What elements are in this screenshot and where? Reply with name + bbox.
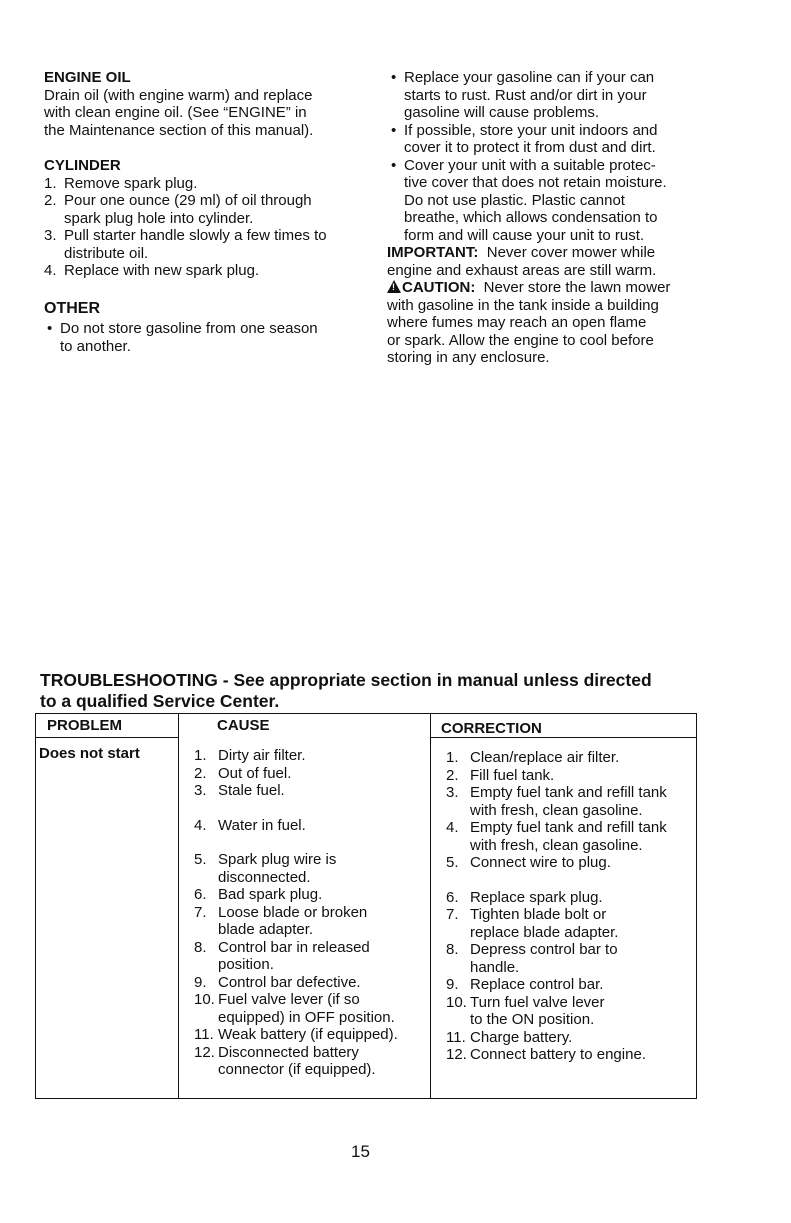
correction-item <box>446 889 696 907</box>
bullet-text: If possible, store your unit indoors and <box>404 121 658 139</box>
correction-text: Empty fuel tank and refill tank <box>470 784 667 801</box>
cause-text: Loose blade or broken <box>218 903 368 921</box>
cause-item <box>194 747 424 765</box>
engine-oil-line: Drain oil (with engine warm) and replace <box>44 86 313 104</box>
cause-item <box>194 886 424 904</box>
step-number: 4. <box>44 262 57 279</box>
cause-number: 6. <box>194 886 207 903</box>
troubleshooting-title-line: TROUBLESHOOTING - See appropriate section in manual unless directed <box>40 670 652 690</box>
correction-number: 10. <box>446 993 467 1011</box>
cause-item <box>194 851 424 886</box>
warning-triangle-icon <box>387 280 401 293</box>
cause-number: 8. <box>194 938 207 956</box>
step-text: Pour one ounce (29 ml) of oil through <box>64 192 312 209</box>
step-text: Replace with new spark plug. <box>64 262 260 279</box>
bullet-text: breathe, which allows condensation to <box>404 209 658 226</box>
correction-text: Replace control bar. <box>470 976 604 993</box>
step-number: 3. <box>44 227 57 244</box>
correction-number: 12. <box>446 1046 467 1063</box>
correction-text: to the ON position. <box>470 1011 595 1028</box>
cause-item <box>194 1044 424 1079</box>
bullet-text: starts to rust. Rust and/or dirt in your <box>404 86 647 104</box>
cause-item <box>194 782 424 800</box>
bullet-icon: • <box>391 121 397 139</box>
correction-text: Tighten blade bolt or <box>470 906 607 923</box>
cylinder-step <box>44 262 364 280</box>
correction-item <box>446 994 696 1029</box>
bullet-text: form and will cause your unit to rust. <box>404 226 645 244</box>
cause-number: 1. <box>194 747 207 764</box>
cause-text: Out of fuel. <box>218 764 292 782</box>
cause-item <box>194 1026 424 1044</box>
cause-text: Spark plug wire is <box>218 851 337 868</box>
correction-number: 7. <box>446 906 459 923</box>
troubleshooting-title-line: to a qualified Service Center. <box>40 691 280 711</box>
bullet-text: cover it to protect it from dust and dirt. <box>404 139 656 156</box>
caution-text: storing in any enclosure. <box>387 349 550 366</box>
step-number: 2. <box>44 192 57 209</box>
troubleshooting-table <box>35 713 697 1099</box>
bullet-icon: • <box>391 156 397 174</box>
cause-item <box>194 904 424 939</box>
correction-text: with fresh, clean gasoline. <box>470 836 643 854</box>
step-text: distribute oil. <box>64 244 149 262</box>
bullet-text: Do not use plastic. Plastic cannot <box>404 191 625 209</box>
bullet-text: to another. <box>60 337 131 355</box>
correction-number: 2. <box>446 766 459 784</box>
correction-number: 11. <box>446 1028 466 1046</box>
cylinder-heading: CYLINDER <box>44 157 121 174</box>
caution-label: CAUTION: <box>402 279 476 296</box>
correction-number: 6. <box>446 888 459 906</box>
important-text: engine and exhaust areas are still warm. <box>387 261 657 279</box>
correction-number: 4. <box>446 819 459 836</box>
correction-text: Empty fuel tank and refill tank <box>470 819 667 836</box>
header-problem: PROBLEM <box>47 717 122 734</box>
bullet-text: Do not store gasoline from one season <box>60 320 318 337</box>
column-divider <box>178 714 179 1098</box>
cylinder-step <box>44 227 364 262</box>
left-column <box>44 69 364 355</box>
step-number: 1. <box>44 174 57 192</box>
correction-text: handle. <box>470 958 520 976</box>
cylinder-section <box>44 157 364 280</box>
step-text: spark plug hole into cylinder. <box>64 209 254 227</box>
correction-text: with fresh, clean gasoline. <box>470 801 643 819</box>
step-text: Remove spark plug. <box>64 174 198 192</box>
correction-text: Clean/replace air filter. <box>470 749 620 766</box>
correction-text: Turn fuel valve lever <box>470 993 605 1011</box>
bullet-icon: • <box>391 69 397 86</box>
caution-text: where fumes may reach an open flame <box>387 314 647 331</box>
cause-text: Control bar defective. <box>218 973 361 991</box>
problem-text: Does not start <box>39 745 140 762</box>
storage-bullet <box>387 157 727 245</box>
cause-number: 12. <box>194 1043 215 1061</box>
cause-item <box>194 991 424 1026</box>
cause-text: Dirty air filter. <box>218 747 306 764</box>
bullet-text: Cover your unit with a suitable protec- <box>404 156 656 174</box>
correction-text: replace blade adapter. <box>470 923 619 941</box>
correction-item <box>446 854 696 872</box>
cause-text: Fuel valve lever (if so <box>218 991 360 1008</box>
caution-text: Never store the lawn mower <box>483 279 671 296</box>
problem-cell <box>39 745 140 763</box>
header-cause: CAUSE <box>217 717 270 734</box>
header-divider <box>36 737 178 738</box>
cause-number: 2. <box>194 764 207 782</box>
cause-text: Disconnected battery <box>218 1043 359 1061</box>
cause-text: Bad spark plug. <box>218 886 323 903</box>
cause-item <box>194 974 424 992</box>
cause-item <box>194 939 424 974</box>
correction-text: Depress control bar to <box>470 941 618 958</box>
correction-number: 9. <box>446 976 459 993</box>
engine-oil-heading: ENGINE OIL <box>44 69 131 86</box>
other-bullet <box>44 320 364 355</box>
engine-oil-line: with clean engine oil. (See “ENGINE” in <box>44 104 307 121</box>
correction-item <box>446 976 696 994</box>
cause-text: Control bar in released <box>218 938 370 956</box>
cause-number: 4. <box>194 816 207 834</box>
correction-text: Charge battery. <box>470 1028 573 1046</box>
correction-text: Connect battery to engine. <box>470 1046 646 1063</box>
cause-text: Stale fuel. <box>218 782 285 799</box>
cause-number: 5. <box>194 851 207 868</box>
bullet-icon: • <box>47 320 53 337</box>
cause-column <box>194 747 424 1079</box>
correction-item <box>446 906 696 941</box>
cause-text: position. <box>218 956 274 973</box>
cause-number: 10. <box>194 991 215 1008</box>
cause-text: Weak battery (if equipped). <box>218 1026 398 1043</box>
cylinder-step <box>44 175 364 193</box>
important-label: IMPORTANT: <box>387 244 479 261</box>
correction-number: 1. <box>446 749 459 766</box>
cause-text: Water in fuel. <box>218 816 306 834</box>
caution-text: or spark. Allow the engine to cool before <box>387 331 654 349</box>
correction-item <box>446 749 696 767</box>
cause-number: 3. <box>194 782 207 799</box>
correction-text: Fill fuel tank. <box>470 766 555 784</box>
bullet-text: tive cover that does not retain moisture. <box>404 174 667 191</box>
step-text: Pull starter handle slowly a few times to <box>64 227 327 244</box>
correction-item <box>446 819 696 854</box>
cause-number: 11. <box>194 1026 214 1043</box>
correction-number: 5. <box>446 854 459 871</box>
important-note <box>387 244 727 279</box>
correction-item <box>446 1046 696 1064</box>
correction-item <box>446 784 696 819</box>
cause-text: disconnected. <box>218 868 311 886</box>
troubleshooting-title <box>40 670 740 712</box>
correction-item <box>446 1029 696 1047</box>
cause-number: 7. <box>194 903 207 921</box>
other-section <box>44 300 364 356</box>
cause-text: equipped) in OFF position. <box>218 1008 395 1026</box>
cause-number: 9. <box>194 973 207 991</box>
cause-item <box>194 765 424 783</box>
engine-oil-section <box>44 69 364 139</box>
cause-item <box>194 817 424 835</box>
engine-oil-line: the Maintenance section of this manual). <box>44 121 314 139</box>
page-number: 15 <box>351 1142 370 1161</box>
important-text: Never cover mower while <box>486 244 656 261</box>
caution-text: with gasoline in the tank inside a building <box>387 296 659 314</box>
caution-note <box>387 279 727 367</box>
right-column <box>387 69 727 367</box>
correction-text: Replace spark plug. <box>470 888 603 906</box>
column-divider <box>430 714 431 1098</box>
cause-text: blade adapter. <box>218 921 314 938</box>
correction-number: 3. <box>446 784 459 801</box>
bullet-text: Replace your gasoline can if your can <box>404 69 655 86</box>
cause-text: connector (if equipped). <box>218 1061 376 1078</box>
storage-bullet <box>387 122 727 157</box>
correction-item <box>446 767 696 785</box>
correction-item <box>446 941 696 976</box>
header-correction: CORRECTION <box>441 720 542 737</box>
other-heading: OTHER <box>44 299 100 317</box>
correction-column <box>446 749 696 1064</box>
correction-text: Connect wire to plug. <box>470 854 611 871</box>
cylinder-step <box>44 192 364 227</box>
correction-number: 8. <box>446 941 459 958</box>
bullet-text: gasoline will cause problems. <box>404 104 600 121</box>
storage-bullet <box>387 69 727 122</box>
